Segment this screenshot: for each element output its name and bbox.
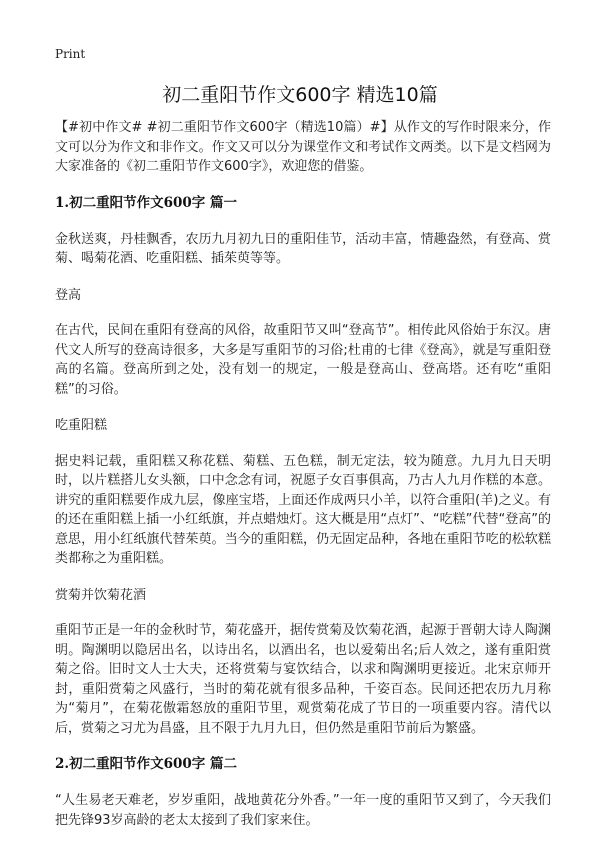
section2-paragraph-1: “人生易老天难老，岁岁重阳，战地黄花分外香。”一年一度的重阳节又到了，今天我们把先锋93岁高龄的老太太接到了我们家来住。	[55, 793, 551, 828]
article-body	[55, 118, 551, 847]
page-title: 初二重阳节作文600字 精选10篇	[162, 84, 438, 106]
subheading-cake: 吃重阳糕	[55, 418, 108, 433]
section-heading-2: 2.初二重阳节作文600字 篇二	[55, 756, 237, 772]
subheading-climbing: 登高	[55, 287, 82, 303]
subheading-chrysanthemum: 赏菊并饮菊花酒	[55, 587, 147, 603]
intro-paragraph: 【#初中作文# #初二重阳节作文600字（精选10篇）#】从作文的写作时限来分，作文可以分为作文和非作文。作文又可以分为课堂作文和考试作文两类。以下是文档网为大家准备的《初二重阳节作文600字》，欢迎您的借鉴。	[55, 120, 551, 174]
section1-paragraph-1: 金秋送爽，丹桂飘香，农历九月初九日的重阳佳节，活动丰富，情趣盎然，有登高、赏菊、喝菊花酒、吃重阳糕、插茱萸等等。	[55, 231, 551, 266]
section1-paragraph-4: 重阳节正是一年的金秋时节，菊花盛开，据传赏菊及饮菊花酒，起源于晋朝大诗人陶渊明。陶渊明以隐居出名，以诗出名，以酒出名，也以爱菊出名;后人效之，遂有重阳赏菊之俗。旧时文人士大夫，还将赏菊与宴饮结合，以求和陶渊明更接近。北宋京师开封，重阳赏菊之风盛行，当时的菊花就有很多品种，千姿百态。民间还把农历九月称为“菊月”，在菊花傲霜怒放的重阳节里，观赏菊花成了节日的一项重要内容。清代以后，赏菊之习尤为昌盛，且不限于九月九日，但仍然是重阳节前后为繁盛。	[55, 623, 551, 736]
print-link[interactable]: Print	[55, 47, 86, 61]
section1-paragraph-3: 据史料记载，重阳糕又称花糕、菊糕、五色糕，制无定法，较为随意。九月九日天明时，以片糕搭儿女头额，口中念念有词，祝愿子女百事俱高，乃古人九月作糕的本意。讲究的重阳糕要作成九层，像座宝塔，上面还作成两只小羊，以符合重阳(羊)之义。有的还在重阳糕上插一小红纸旗，并点蜡烛灯。这大概是用“点灯”、“吃糕”代替“登高”的意思，用小红纸旗代替茱萸。当今的重阳糕，仍无固定品种，各地在重阳节吃的松软糕类都称之为重阳糕。	[55, 453, 551, 566]
section1-paragraph-2: 在古代，民间在重阳有登高的风俗，故重阳节又叫“登高节”。相传此风俗始于东汉。唐代文人所写的登高诗很多，大多是写重阳节的习俗;杜甫的七律《登高》，就是写重阳登高的名篇。登高所到之处，没有划一的规定，一般是登高山、登高塔。还有吃“重阳糕”的习俗。	[55, 323, 551, 397]
section-heading-1: 1.初二重阳节作文600字 篇一	[55, 194, 237, 211]
